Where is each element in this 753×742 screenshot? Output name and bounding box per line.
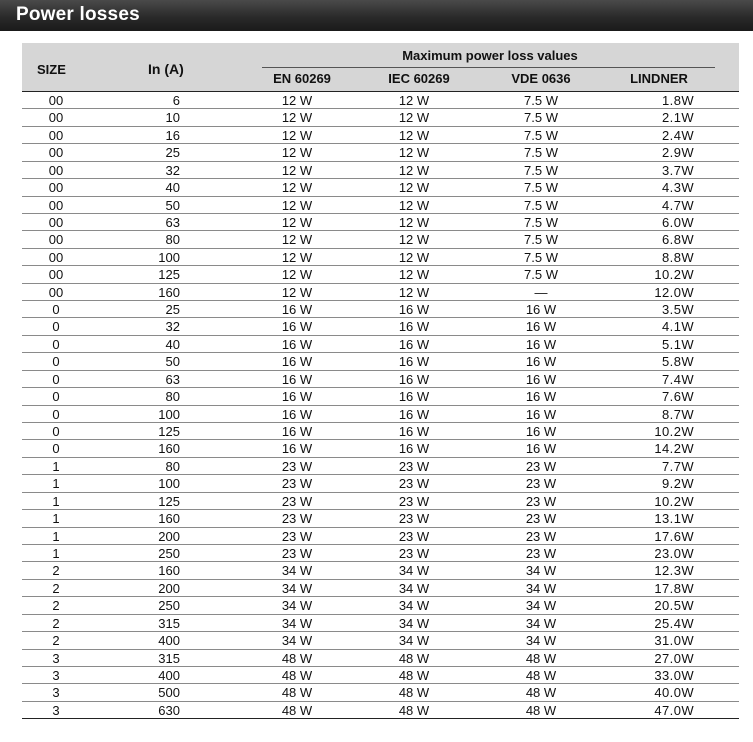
cell-iec-60269: 23 W (398, 493, 430, 509)
cell-lindner: 10.2W (654, 493, 694, 509)
cell-vde-0636: 48 W (525, 650, 557, 666)
cell-en-60269: 12 W (281, 267, 313, 283)
cell-iec-60269: 34 W (398, 563, 430, 579)
cell-lindner: 2.4W (662, 127, 694, 143)
cell-size: 0 (52, 406, 60, 422)
cell-iec-60269: 12 W (398, 214, 430, 230)
cell-lindner: 23.0W (654, 545, 694, 561)
cell-en-60269: 16 W (281, 336, 313, 352)
cell-en-60269: 23 W (281, 511, 313, 527)
cell-current: 80 (165, 389, 180, 405)
cell-lindner: 33.0W (654, 667, 694, 683)
cell-lindner: 8.7W (662, 406, 694, 422)
cell-size: 00 (48, 93, 64, 108)
column-header-size: SIZE (37, 62, 66, 77)
cell-size: 2 (52, 580, 60, 596)
cell-lindner: 7.7W (662, 458, 694, 474)
cell-en-60269: 12 W (281, 127, 313, 143)
table-row (22, 109, 739, 126)
cell-vde-0636: 16 W (525, 424, 557, 440)
cell-en-60269: 23 W (281, 458, 313, 474)
cell-en-60269: 48 W (281, 667, 313, 683)
table-row (22, 475, 739, 492)
cell-lindner: 40.0W (654, 685, 694, 701)
table-bottom-rule (22, 718, 739, 719)
table-row (22, 353, 739, 370)
cell-iec-60269: 23 W (398, 545, 430, 561)
column-header-vde: VDE 0636 (511, 71, 571, 86)
cell-vde-0636: 16 W (525, 302, 557, 318)
cell-size: 1 (52, 458, 60, 474)
cell-size: 0 (52, 302, 60, 318)
table-row (22, 510, 739, 527)
cell-en-60269: 16 W (281, 302, 313, 318)
cell-iec-60269: 16 W (398, 302, 430, 318)
cell-lindner: 14.2W (654, 441, 694, 457)
cell-vde-0636: 23 W (525, 458, 557, 474)
table-body (22, 92, 739, 719)
cell-current: 200 (158, 528, 180, 544)
cell-iec-60269: 34 W (398, 580, 430, 596)
cell-size: 00 (48, 145, 64, 161)
table-row (22, 528, 739, 545)
cell-current: 500 (158, 685, 180, 701)
table-row (22, 266, 739, 283)
table-row (22, 667, 739, 684)
table-row (22, 301, 739, 318)
cell-lindner: 5.8W (662, 354, 694, 370)
cell-current: 100 (158, 249, 180, 265)
cell-vde-0636: 16 W (525, 319, 557, 335)
cell-en-60269: 16 W (281, 424, 313, 440)
cell-size: 00 (48, 249, 64, 265)
table-row (22, 684, 739, 701)
table-row (22, 493, 739, 510)
cell-vde-0636: 7.5 W (524, 162, 558, 178)
table-row (22, 162, 739, 179)
cell-iec-60269: 16 W (398, 406, 430, 422)
cell-current: 25 (165, 302, 180, 318)
cell-current: 250 (158, 598, 180, 614)
cell-en-60269: 12 W (281, 162, 313, 178)
cell-current: 125 (158, 424, 180, 440)
cell-iec-60269: 48 W (398, 650, 430, 666)
cell-iec-60269: 48 W (398, 702, 430, 718)
cell-en-60269: 34 W (281, 598, 313, 614)
cell-vde-0636: 48 W (525, 685, 557, 701)
cell-iec-60269: 23 W (398, 476, 430, 492)
cell-vde-0636: 7.5 W (524, 249, 558, 265)
cell-current: 80 (165, 232, 180, 248)
cell-lindner: 27.0W (654, 650, 694, 666)
table-row (22, 144, 739, 161)
cell-vde-0636: 7.5 W (524, 267, 558, 283)
table-row (22, 249, 739, 266)
cell-size: 1 (52, 476, 60, 492)
cell-vde-0636: 7.5 W (524, 197, 558, 213)
cell-size: 0 (52, 389, 60, 405)
cell-vde-0636: 34 W (525, 633, 557, 649)
cell-vde-0636: 7.5 W (524, 110, 558, 126)
cell-current: 63 (165, 214, 180, 230)
cell-iec-60269: 12 W (398, 145, 430, 161)
cell-size: 0 (52, 319, 60, 335)
cell-current: 63 (165, 371, 180, 387)
table-row (22, 597, 739, 614)
cell-en-60269: 16 W (281, 371, 313, 387)
cell-size: 0 (52, 441, 60, 457)
cell-iec-60269: 16 W (398, 371, 430, 387)
cell-current: 315 (158, 615, 180, 631)
cell-lindner: 2.1W (662, 110, 694, 126)
table-row (22, 545, 739, 562)
cell-lindner: 2.9W (662, 145, 694, 161)
cell-lindner: 13.1W (654, 511, 694, 527)
cell-current: 80 (165, 458, 180, 474)
cell-lindner: 17.6W (654, 528, 694, 544)
cell-en-60269: 48 W (281, 702, 313, 718)
title-bar (0, 0, 753, 31)
table-row (22, 406, 739, 423)
cell-iec-60269: 23 W (398, 511, 430, 527)
cell-vde-0636: 16 W (525, 371, 557, 387)
cell-lindner: 47.0W (654, 702, 694, 718)
cell-vde-0636: 48 W (525, 667, 557, 683)
column-group-header: Maximum power loss values (402, 48, 578, 63)
table-row (22, 231, 739, 248)
cell-vde-0636: 7.5 W (524, 93, 558, 108)
table-row (22, 197, 739, 214)
cell-en-60269: 12 W (281, 197, 313, 213)
table-row (22, 318, 739, 335)
cell-lindner: 12.3W (654, 563, 694, 579)
cell-size: 0 (52, 371, 60, 387)
cell-lindner: 10.2W (654, 267, 694, 283)
cell-en-60269: 34 W (281, 563, 313, 579)
cell-current: 50 (165, 354, 180, 370)
cell-vde-0636: 7.5 W (524, 127, 558, 143)
cell-vde-0636: 34 W (525, 580, 557, 596)
cell-vde-0636: 23 W (525, 493, 557, 509)
cell-vde-0636: 7.5 W (524, 214, 558, 230)
cell-lindner: 3.5W (662, 302, 694, 318)
cell-size: 00 (48, 284, 64, 300)
cell-lindner: 4.3W (662, 180, 694, 196)
cell-size: 2 (52, 563, 60, 579)
cell-en-60269: 16 W (281, 441, 313, 457)
cell-iec-60269: 23 W (398, 458, 430, 474)
cell-size: 2 (52, 598, 60, 614)
column-header-en: EN 60269 (273, 71, 331, 86)
cell-size: 00 (48, 110, 64, 126)
table-row (22, 214, 739, 231)
cell-current: 160 (158, 284, 180, 300)
table-row (22, 423, 739, 440)
cell-lindner: 17.8W (654, 580, 694, 596)
cell-en-60269: 23 W (281, 493, 313, 509)
cell-en-60269: 12 W (281, 145, 313, 161)
cell-en-60269: 12 W (281, 249, 313, 265)
cell-vde-0636: 48 W (525, 702, 557, 718)
cell-current: 32 (165, 162, 180, 178)
cell-vde-0636: 7.5 W (524, 180, 558, 196)
cell-size: 0 (52, 424, 60, 440)
cell-lindner: 5.1W (662, 336, 694, 352)
cell-current: 630 (158, 702, 180, 718)
cell-vde-0636: 16 W (525, 406, 557, 422)
cell-iec-60269: 12 W (398, 180, 430, 196)
cell-lindner: 4.7W (662, 197, 694, 213)
cell-current: 50 (165, 197, 180, 213)
cell-current: 160 (158, 441, 180, 457)
cell-current: 160 (158, 511, 180, 527)
table-row (22, 440, 739, 457)
cell-size: 3 (52, 685, 60, 701)
table-row (22, 562, 739, 579)
cell-iec-60269: 16 W (398, 319, 430, 335)
table-row (22, 284, 739, 301)
cell-size: 1 (52, 545, 60, 561)
cell-size: 3 (52, 667, 60, 683)
cell-size: 00 (48, 214, 64, 230)
cell-current: 400 (158, 633, 180, 649)
cell-vde-0636: 16 W (525, 354, 557, 370)
cell-iec-60269: 12 W (398, 162, 430, 178)
cell-vde-0636: 34 W (525, 563, 557, 579)
cell-en-60269: 12 W (281, 232, 313, 248)
cell-iec-60269: 12 W (398, 267, 430, 283)
table-row (22, 336, 739, 353)
cell-vde-0636: 7.5 W (524, 145, 558, 161)
cell-vde-0636: 16 W (525, 336, 557, 352)
cell-en-60269: 34 W (281, 633, 313, 649)
cell-iec-60269: 16 W (398, 354, 430, 370)
cell-en-60269: 48 W (281, 650, 313, 666)
cell-en-60269: 34 W (281, 580, 313, 596)
cell-current: 32 (165, 319, 180, 335)
cell-size: 00 (48, 197, 64, 213)
cell-en-60269: 12 W (281, 284, 313, 300)
cell-lindner: 1.8W (662, 93, 694, 108)
cell-vde-0636: 16 W (525, 389, 557, 405)
cell-size: 00 (48, 127, 64, 143)
cell-lindner: 8.8W (662, 249, 694, 265)
cell-size: 1 (52, 511, 60, 527)
cell-en-60269: 16 W (281, 406, 313, 422)
cell-iec-60269: 12 W (398, 93, 430, 108)
cell-en-60269: 12 W (281, 93, 313, 108)
table-row (22, 388, 739, 405)
cell-current: 25 (165, 145, 180, 161)
cell-en-60269: 12 W (281, 214, 313, 230)
cell-vde-0636: 34 W (525, 615, 557, 631)
cell-current: 250 (158, 545, 180, 561)
table-row (22, 179, 739, 196)
cell-vde-0636: 34 W (525, 598, 557, 614)
cell-vde-0636: 23 W (525, 545, 557, 561)
cell-en-60269: 23 W (281, 528, 313, 544)
cell-current: 125 (158, 493, 180, 509)
column-header-iec: IEC 60269 (388, 71, 450, 86)
cell-current: 125 (158, 267, 180, 283)
cell-lindner: 6.8W (662, 232, 694, 248)
cell-current: 40 (165, 180, 180, 196)
cell-current: 400 (158, 667, 180, 683)
cell-size: 2 (52, 633, 60, 649)
cell-iec-60269: 12 W (398, 127, 430, 143)
cell-lindner: 7.4W (662, 371, 694, 387)
cell-lindner: 25.4W (654, 615, 694, 631)
cell-lindner: 10.2W (654, 424, 694, 440)
cell-iec-60269: 12 W (398, 110, 430, 126)
cell-en-60269: 16 W (281, 389, 313, 405)
cell-vde-0636: 23 W (525, 528, 557, 544)
cell-en-60269: 48 W (281, 685, 313, 701)
table-row (22, 92, 739, 109)
cell-iec-60269: 23 W (398, 528, 430, 544)
cell-en-60269: 23 W (281, 476, 313, 492)
table-row (22, 632, 739, 649)
page-title: Power losses (16, 4, 140, 25)
cell-iec-60269: 48 W (398, 685, 430, 701)
cell-current: 10 (165, 110, 180, 126)
cell-lindner: 4.1W (662, 319, 694, 335)
cell-lindner: 12.0W (654, 284, 694, 300)
cell-vde-0636: 7.5 W (524, 232, 558, 248)
cell-en-60269: 12 W (281, 110, 313, 126)
cell-current: 16 (165, 127, 180, 143)
cell-size: 00 (48, 180, 64, 196)
cell-vde-0636: 16 W (525, 441, 557, 457)
cell-current: 160 (158, 563, 180, 579)
cell-iec-60269: 16 W (398, 336, 430, 352)
cell-size: 2 (52, 615, 60, 631)
column-header-lindner: LINDNER (630, 71, 688, 86)
cell-size: 1 (52, 528, 60, 544)
cell-iec-60269: 12 W (398, 249, 430, 265)
cell-iec-60269: 48 W (398, 667, 430, 683)
cell-current: 40 (165, 336, 180, 352)
table-row (22, 580, 739, 597)
cell-iec-60269: 16 W (398, 441, 430, 457)
cell-iec-60269: 12 W (398, 232, 430, 248)
cell-current: 200 (158, 580, 180, 596)
column-header-in: In (A) (148, 61, 184, 77)
cell-lindner: 9.2W (662, 476, 694, 492)
cell-current: 315 (158, 650, 180, 666)
cell-size: 3 (52, 702, 60, 718)
cell-en-60269: 34 W (281, 615, 313, 631)
cell-iec-60269: 34 W (398, 615, 430, 631)
cell-vde-0636: 23 W (525, 511, 557, 527)
cell-en-60269: 12 W (281, 180, 313, 196)
cell-current: 100 (158, 476, 180, 492)
cell-lindner: 20.5W (654, 598, 694, 614)
table-row (22, 458, 739, 475)
cell-size: 00 (48, 267, 64, 283)
cell-vde-0636: 23 W (525, 476, 557, 492)
cell-iec-60269: 12 W (398, 284, 430, 300)
header-group-rule (262, 67, 715, 68)
cell-en-60269: 16 W (281, 319, 313, 335)
cell-iec-60269: 12 W (398, 197, 430, 213)
cell-lindner: 3.7W (662, 162, 694, 178)
cell-en-60269: 23 W (281, 545, 313, 561)
table-row (22, 371, 739, 388)
cell-current: 100 (158, 406, 180, 422)
cell-size: 00 (48, 232, 64, 248)
cell-current: 6 (172, 93, 180, 108)
cell-size: 3 (52, 650, 60, 666)
cell-lindner: 31.0W (654, 633, 694, 649)
cell-iec-60269: 34 W (398, 598, 430, 614)
cell-vde-0636: — (534, 284, 548, 300)
table-row (22, 615, 739, 632)
cell-size: 00 (48, 162, 64, 178)
cell-lindner: 6.0W (662, 214, 694, 230)
cell-size: 0 (52, 354, 60, 370)
cell-iec-60269: 16 W (398, 389, 430, 405)
table-row (22, 127, 739, 144)
cell-iec-60269: 16 W (398, 424, 430, 440)
cell-en-60269: 16 W (281, 354, 313, 370)
cell-size: 1 (52, 493, 60, 509)
table-row (22, 650, 739, 667)
cell-size: 0 (52, 336, 60, 352)
cell-iec-60269: 34 W (398, 633, 430, 649)
table-row (22, 702, 739, 719)
cell-lindner: 7.6W (662, 389, 694, 405)
